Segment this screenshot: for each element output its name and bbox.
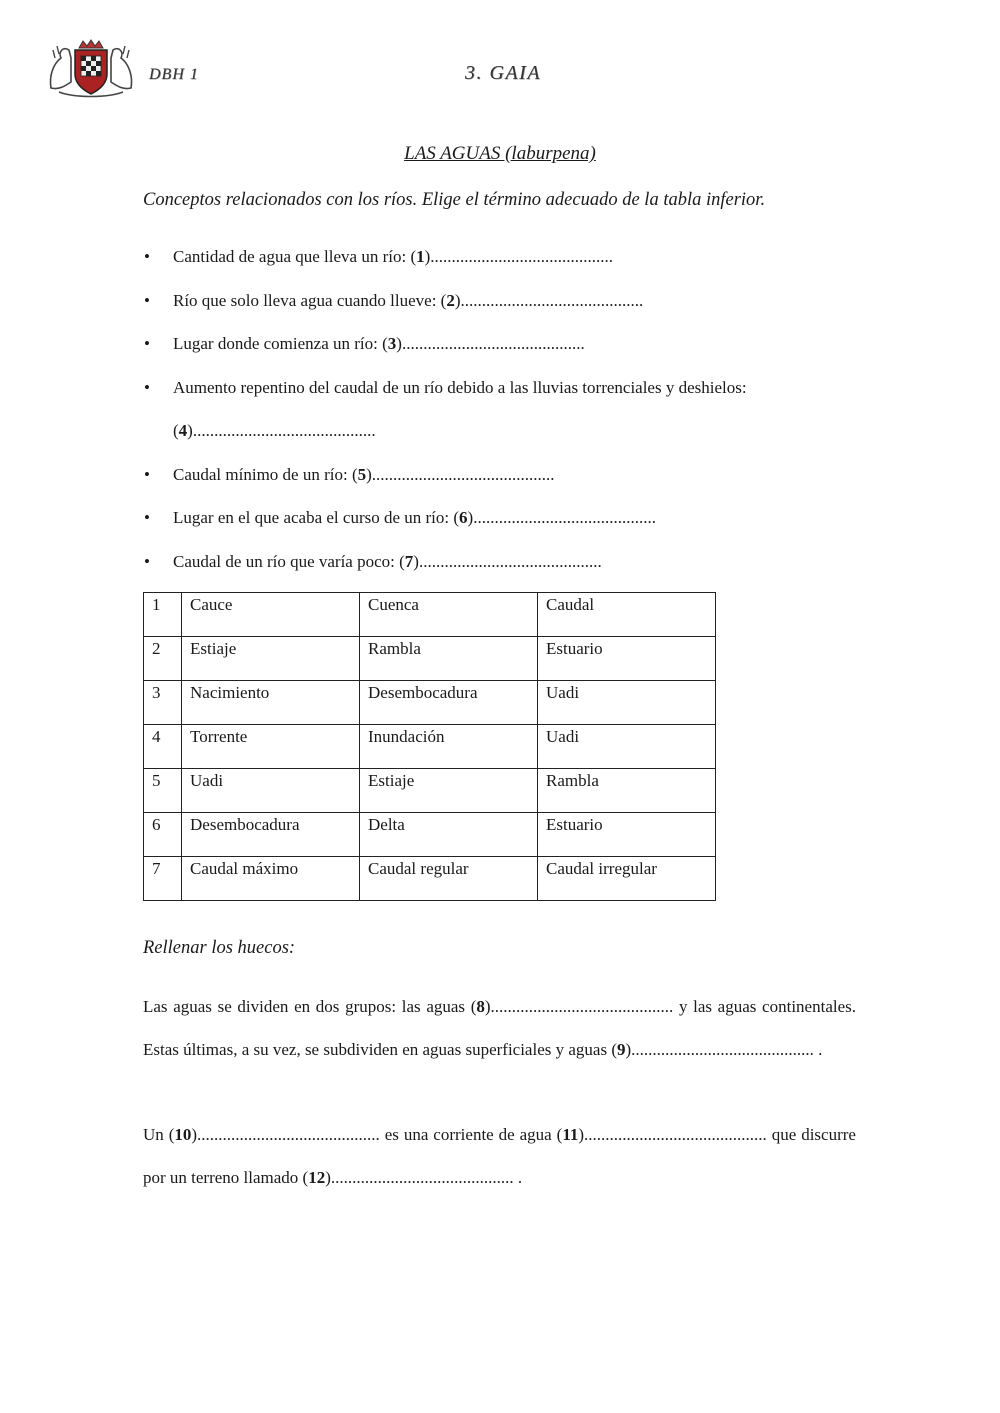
option-cell: Estiaje (360, 769, 538, 813)
row-number: 4 (144, 725, 182, 769)
question-text: Río que solo lleva agua cuando llueve: ( (173, 290, 447, 310)
bullet-icon: • (144, 377, 150, 397)
option-cell: Estiaje (182, 637, 360, 681)
blank-number: 9 (616, 1040, 626, 1059)
question-item: • Lugar donde comienza un río: (3)........................................... (143, 322, 858, 366)
table-row (144, 593, 716, 637)
option-cell: Caudal irregular (538, 857, 716, 901)
option-cell: Cauce (182, 593, 360, 637)
table-row (144, 681, 716, 725)
option-cell: Caudal (538, 593, 716, 637)
fill-section-heading: Rellenar los huecos: (143, 938, 296, 958)
answer-blank[interactable]: ........................................... (430, 247, 614, 266)
blank-number: 8 (476, 997, 485, 1016)
blank-number: 12 (308, 1168, 326, 1187)
answer-blank[interactable]: ........................................... (330, 1168, 514, 1187)
option-cell: Uadi (538, 725, 716, 769)
question-number: 1 (416, 247, 425, 266)
option-cell: Inundación (360, 725, 538, 769)
question-item: • Río que solo lleva agua cuando llueve: (2)........................................... (143, 279, 858, 323)
question-text: Lugar donde comienza un río: ( (173, 334, 388, 353)
bullet-icon: • (144, 551, 150, 571)
question-item: • Lugar en el que acaba el curso de un río: (6)........................................... (143, 496, 858, 540)
row-number: 2 (144, 637, 182, 681)
row-number: 5 (144, 769, 182, 813)
option-cell: Caudal regular (360, 857, 538, 901)
table-row (144, 769, 716, 813)
question-text: Caudal mínimo de un río: ( (173, 464, 358, 484)
school-crest-icon (45, 38, 137, 100)
paragraph-text: . (513, 1168, 523, 1187)
instructions-heading: Conceptos relacionados con los ríos. Elige el término adecuado de la tabla inferior. (143, 190, 766, 210)
page-title: LAS AGUAS (laburpena) (404, 143, 596, 164)
option-cell: Rambla (538, 769, 716, 813)
answer-blank[interactable]: ........................................... (473, 508, 656, 527)
option-cell: Estuario (538, 813, 716, 857)
table-row (144, 813, 716, 857)
answer-blank[interactable]: ........................................... (418, 551, 602, 571)
question-list (143, 235, 858, 583)
option-cell: Nacimiento (182, 681, 360, 725)
paragraph-text: que discurre por un terreno llamado ( (143, 1125, 856, 1187)
course-label: DBH 1 (149, 66, 199, 83)
option-cell: Uadi (182, 769, 360, 813)
options-table (143, 592, 716, 901)
answer-blank[interactable]: ........................................... (197, 1125, 380, 1144)
question-text: Caudal de un río que varía poco: ( (173, 551, 405, 571)
paragraph-text: es una corriente de agua ( (379, 1125, 563, 1144)
answer-blank[interactable]: ........................................... (401, 334, 585, 353)
question-text: Cantidad de agua que lleva un río: ( (173, 247, 417, 266)
fill-paragraph-2: Un (10)........................................... es una corriente de agua (11)........................................... que discurre por un terreno llamado (12)........................................... . (143, 1125, 856, 1187)
answer-blank[interactable]: ........................................... (490, 997, 674, 1016)
answer-blank[interactable]: ........................................... (631, 1040, 814, 1059)
option-cell: Delta (360, 813, 538, 857)
bullet-icon: • (144, 290, 150, 310)
question-item: • Caudal mínimo de un río: (5)........................................... (143, 453, 858, 497)
fill-paragraph-1: Las aguas se dividen en dos grupos: las aguas (8)........................................... y las aguas continentales. Estas últimas, a su vez, se subdividen en aguas superficiales y aguas (9)........................................... . (143, 997, 856, 1059)
answer-blank[interactable]: ........................................... (371, 464, 555, 484)
question-text-cont: ( (173, 421, 179, 440)
question-number: 7 (404, 551, 414, 571)
question-item: • Caudal de un río que varía poco: (7)........................................... (143, 540, 858, 584)
option-cell: Desembocadura (182, 813, 360, 857)
question-number: 4 (178, 421, 188, 440)
answer-blank[interactable]: ........................................... (192, 421, 376, 440)
paragraph-text: . (813, 1040, 823, 1059)
blank-number: 10 (174, 1125, 192, 1144)
paragraph-text: Un ( (143, 1125, 175, 1144)
option-cell: Estuario (538, 637, 716, 681)
table-row (144, 637, 716, 681)
bullet-icon: • (144, 334, 150, 353)
page-header (45, 38, 945, 108)
option-cell: Cuenca (360, 593, 538, 637)
option-cell: Uadi (538, 681, 716, 725)
option-cell: Rambla (360, 637, 538, 681)
table-row (144, 725, 716, 769)
bullet-icon: • (144, 247, 150, 266)
question-number: 5 (357, 464, 367, 484)
answer-blank[interactable]: ........................................... (584, 1125, 767, 1144)
unit-label: 3. GAIA (465, 62, 542, 84)
paragraph-text: Las aguas se dividen en dos grupos: las aguas ( (143, 997, 477, 1016)
option-cell: Caudal máximo (182, 857, 360, 901)
blank-number: 11 (562, 1125, 579, 1144)
row-number: 6 (144, 813, 182, 857)
option-cell: Desembocadura (360, 681, 538, 725)
question-text: Lugar en el que acaba el curso de un río: ( (173, 508, 460, 527)
table-row (144, 857, 716, 901)
bullet-icon: • (144, 508, 150, 527)
question-number: 2 (446, 290, 455, 310)
bullet-icon: • (144, 464, 150, 484)
answer-blank[interactable]: ........................................... (460, 290, 644, 310)
row-number: 3 (144, 681, 182, 725)
option-cell: Torrente (182, 725, 360, 769)
question-item: • Aumento repentino del caudal de un río debido a las lluvias torrenciales y deshielos: (4)........................................... (143, 366, 858, 453)
question-number: 6 (459, 508, 468, 527)
question-item: • Cantidad de agua que lleva un río: (1)........................................... (143, 235, 858, 279)
question-text: Aumento repentino del caudal de un río debido a las lluvias torrenciales y deshielos: (173, 377, 747, 397)
question-number: 3 (387, 334, 397, 353)
paragraph-text: y las aguas continentales. Estas últimas, a su vez, se subdividen en aguas superficiales y aguas ( (143, 997, 856, 1059)
row-number: 1 (144, 593, 182, 637)
row-number: 7 (144, 857, 182, 901)
